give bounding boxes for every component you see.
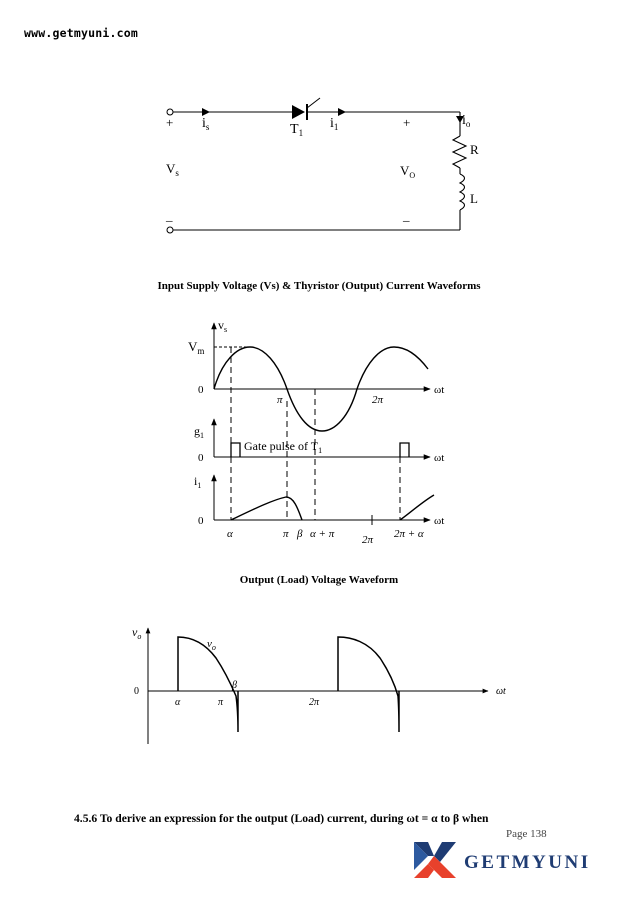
section-heading: 4.5.6 To derive an expression for the output (Load) current, during ωt = α to β when bbox=[74, 812, 489, 825]
minus-right-label: _ bbox=[403, 208, 410, 223]
beta-label: β bbox=[297, 528, 303, 540]
t1-label: $T_1$ bbox=[290, 122, 304, 138]
plus-left-label: + bbox=[166, 115, 174, 130]
pi-label: π bbox=[277, 394, 283, 406]
page-number: Page 138 bbox=[506, 828, 547, 840]
logo-mark-icon bbox=[414, 842, 456, 878]
alpha-pi-label: α + π bbox=[310, 528, 335, 540]
pi-label-2: π bbox=[218, 697, 224, 708]
two-pi-alpha-label: 2π + α bbox=[394, 528, 424, 540]
terminal-bottom-left bbox=[167, 227, 173, 233]
gate-pulse-label: Gate pulse of $T_1$ bbox=[244, 439, 323, 455]
waveform-figure-2 bbox=[126, 622, 522, 748]
i1-arrow bbox=[338, 108, 346, 116]
getmyuni-logo[interactable] bbox=[412, 838, 591, 882]
vo-cycle-2 bbox=[338, 637, 399, 732]
logo-text: GETMYUNI bbox=[464, 852, 591, 873]
vs-axis-label: $v_s$ bbox=[218, 318, 228, 334]
gate-pulse-2 bbox=[400, 443, 409, 457]
wt-label-3: ωt bbox=[434, 515, 445, 527]
wt-label-fig2: ωt bbox=[496, 686, 506, 697]
i1-axis-label: $i_1$ bbox=[194, 474, 202, 490]
two-pi-label-bottom: 2π bbox=[362, 534, 374, 546]
i1-current-pulse-2 bbox=[400, 495, 434, 520]
g1-label: $g_1$ bbox=[194, 424, 204, 440]
wt-label-1: ωt bbox=[434, 384, 445, 396]
vo-curve-label: $v_o$ bbox=[207, 638, 216, 652]
io-label: $i_o$ bbox=[462, 113, 471, 129]
thyristor-symbol bbox=[292, 98, 320, 120]
wt-label-2: ωt bbox=[434, 452, 445, 464]
zero-label-1: 0 bbox=[198, 384, 204, 396]
i1-label: $i_1$ bbox=[330, 116, 339, 132]
r-label: R bbox=[470, 142, 479, 157]
alpha-label: α bbox=[227, 528, 233, 540]
is-arrow bbox=[202, 108, 210, 116]
waveform-figure-1 bbox=[182, 317, 467, 547]
vo-cycle-1 bbox=[178, 637, 238, 732]
circuit-diagram bbox=[150, 90, 500, 245]
two-pi-label: 2π bbox=[372, 394, 384, 406]
beta-label-2: β bbox=[232, 680, 237, 691]
site-url[interactable]: www.getmyuni.com bbox=[24, 26, 138, 40]
alpha-label-2: α bbox=[175, 697, 181, 708]
two-pi-label-2: 2π bbox=[309, 697, 320, 708]
i1-current-pulse-1 bbox=[231, 497, 302, 520]
minus-left-label: _ bbox=[166, 208, 173, 223]
figure1-caption: Input Supply Voltage (Vs) & Thyristor (Output) Current Waveforms bbox=[157, 280, 481, 292]
vs-label: $V_s$ bbox=[166, 161, 179, 178]
zero-label-2: 0 bbox=[198, 452, 204, 464]
vo-axis-label: $v_o$ bbox=[132, 625, 142, 641]
zero-label-3: 0 bbox=[198, 515, 204, 527]
zero-label: 0 bbox=[134, 686, 139, 697]
plus-right-label: + bbox=[403, 115, 411, 130]
gate-pulse-1 bbox=[231, 443, 240, 457]
is-label: $i_s$ bbox=[202, 116, 210, 132]
l-label: L bbox=[470, 191, 478, 206]
figure2-caption: Output (Load) Voltage Waveform bbox=[239, 574, 399, 586]
pi-label-bottom: π bbox=[283, 528, 289, 540]
vo-label: $V_O$ bbox=[400, 163, 416, 180]
vm-label: $V_m$ bbox=[188, 339, 205, 356]
